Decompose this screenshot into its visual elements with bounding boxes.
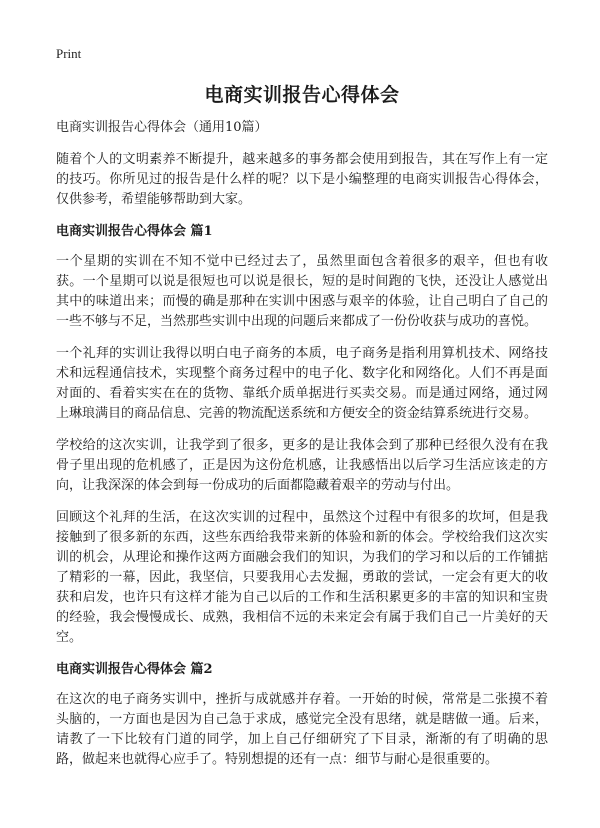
print-link[interactable]: Print xyxy=(56,46,82,61)
section-1-paragraph-3: 学校给的这次实训，让我学到了很多，更多的是让我体会到了那种已经很久没有在我骨子里出现的危机感了，正是因为这份危机感，让我感悟出以后学习生活应该走的方向，让我深深的体会到每一份成功的后面都隐藏着艰辛的劳动与付出。 xyxy=(56,438,548,493)
section-heading-2: 电商实训报告心得体会 篇2 xyxy=(56,662,213,677)
section-1-paragraph-1: 一个星期的实训在不知不觉中已经过去了，虽然里面包含着很多的艰辛，但也有收获。一个星期可以说是很短也可以说是很长，短的是时间跑的飞快，还没让人感觉出其中的味道出来；而慢的确是那种在实训中困惑与艰辛的体验，让自己明白了自己的一些不够与不足，当然那些实训中出现的问题后来都成了一份份收获与成功的喜悦。 xyxy=(56,254,548,329)
section-heading-1: 电商实训报告心得体会 篇1 xyxy=(56,224,213,239)
section-1-paragraph-2: 一个礼拜的实训让我得以明白电子商务的本质，电子商务是指利用算机技术、网络技术和远程通信技术，实现整个商务过程中的电子化、数字化和网络化。人们不再是面对面的、看着实实在在的货物、靠纸介质单据进行买卖交易。而是通过网络，通过网上琳琅满目的商品信息、完善的物流配送系统和方便安全的资金结算系统进行交易。 xyxy=(56,346,548,421)
section-1-paragraph-4: 回顾这个礼拜的生活，在这次实训的过程中，虽然这个过程中有很多的坎坷，但是我接触到了很多新的东西，这些东西给我带来新的体验和新的体会。学校给我们这次实训的机会，从理论和操作这两方面融会我们的知识，为我们的学习和以后的工作铺掂了精彩的一幕，因此，我坚信，只要我用心去发掘，勇敢的尝试，一定会有更大的收获和启发，也许只有这样才能为自己以后的工作和生活积累更多的丰富的知识和宝贵的经验，我会慢慢成长、成熟，我相信不远的未来定会有属于我们自己一片美好的天空。 xyxy=(56,510,548,645)
section-2-paragraph-1: 在这次的电子商务实训中，挫折与成就感并存着。一开始的时候，常常是二张摸不着头脑的，一方面也是因为自己急于求成，感觉完全没有思绪，就是瞎做一通。后来，请教了一下比较有门道的同学，加上自己仔细研究了下目录，渐渐的有了明确的思路，做起来也就得心应手了。特别想提的还有一点：细节与耐心是很重要的。 xyxy=(56,692,548,767)
intro-paragraph: 随着个人的文明素养不断提升，越来越多的事务都会使用到报告，其在写作上有一定的技巧。你所见过的报告是什么样的呢？以下是小编整理的电商实训报告心得体会，仅供参考，希望能够帮助到大家。 xyxy=(56,152,548,207)
document-body xyxy=(56,118,548,782)
page-title: 电商实训报告心得体会 xyxy=(204,84,400,106)
document-subtitle: 电商实训报告心得体会（通用10篇） xyxy=(56,120,268,135)
